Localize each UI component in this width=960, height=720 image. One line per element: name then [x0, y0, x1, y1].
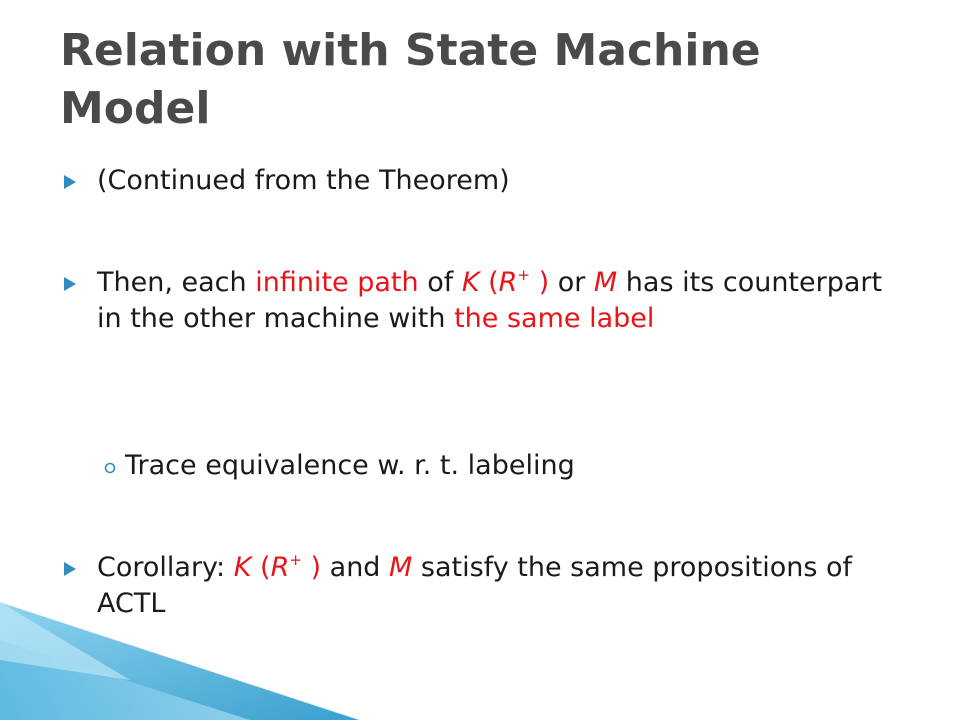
ring-bullet-icon: [104, 448, 126, 474]
arrow-bullet-icon: [64, 265, 86, 291]
bullet-corollary: [60, 550, 890, 622]
sub-bullet-text: Trace equivalence w. r. t. labeling: [125, 450, 575, 481]
arrow-bullet-icon: [64, 550, 86, 576]
bullet-infinite-path: [60, 265, 890, 337]
slide-title: Relation with State Machine Model: [60, 25, 761, 134]
arrow-bullet-icon: [64, 163, 86, 189]
bullet-text: Then, each infinite path of K (R+ ) or M has its counterpart in the other machine with the same label: [97, 266, 883, 334]
bullet-text: Corollary: K (R+ ) and M satisfy the same propositions of ACTL: [97, 551, 853, 619]
bullet-continued: [60, 163, 890, 199]
bullet-text: (Continued from the Theorem): [97, 165, 510, 196]
sub-bullet-trace: [100, 448, 880, 484]
